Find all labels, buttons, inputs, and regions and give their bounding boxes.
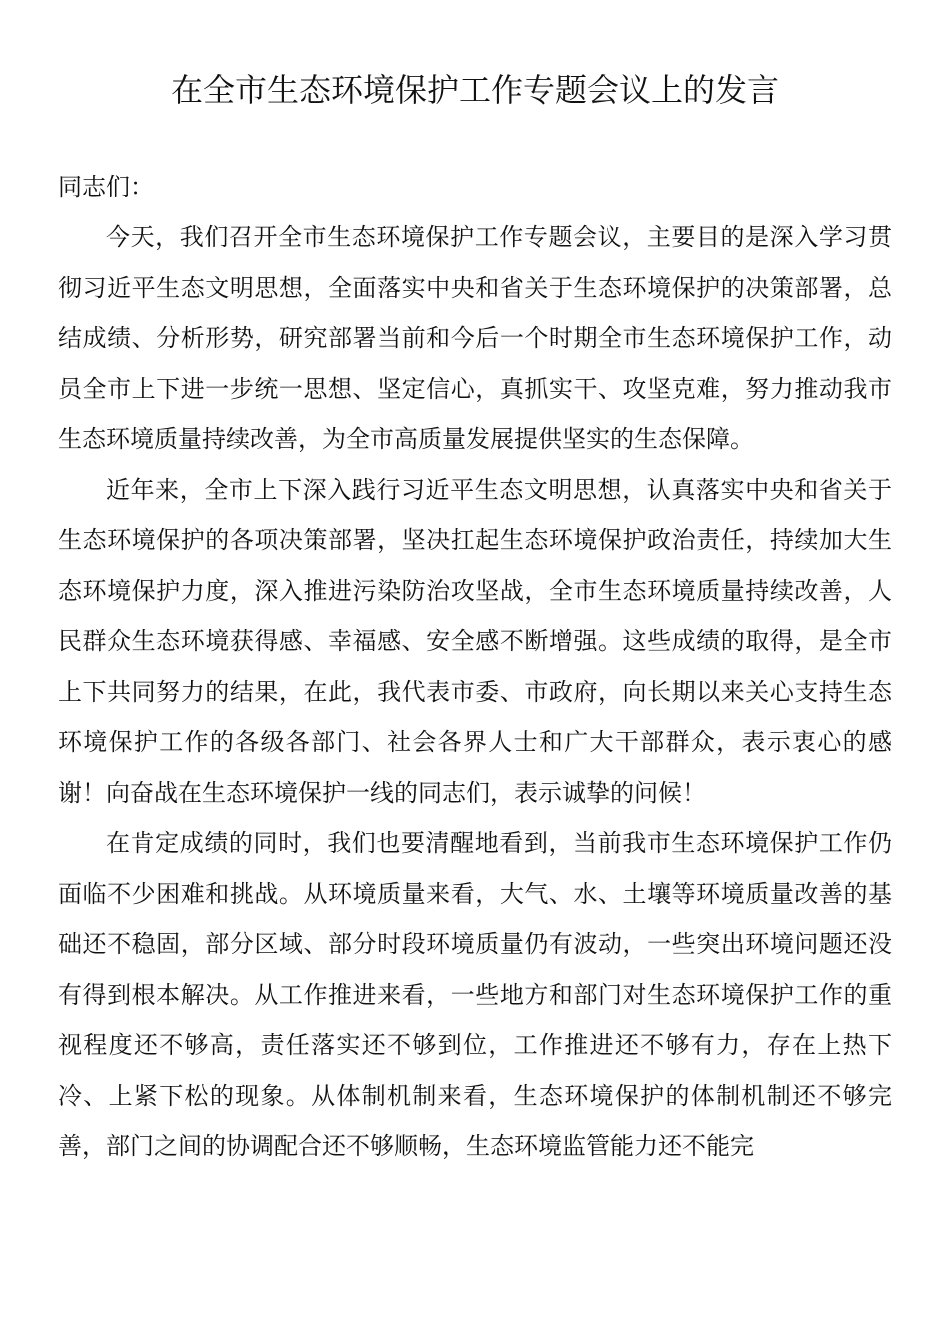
document-title: 在全市生态环境保护工作专题会议上的发言 [170, 71, 779, 109]
paragraph-opening: 今天，我们召开全市生态环境保护工作专题会议，主要目的是深入学习贯彻习近平生态文明思想，全面落实中央和省关于生态环境保护的决策部署，总结成绩、分析形势，研究部署当前和今后一个时期全市生态环境保护工作，动员全市上下进一步统一思想、坚定信心，真抓实干、攻坚克难，努力推动我市生态环境质量持续改善，为全市高质量发展提供坚实的生态保障。 [58, 223, 892, 453]
paragraph-achievements: 近年来，全市上下深入践行习近平生态文明思想，认真落实中央和省关于生态环境保护的各项决策部署，坚决扛起生态环境保护政治责任，持续加大生态环境保护力度，深入推进污染防治攻坚战，全市生态环境质量持续改善，人民群众生态环境获得感、幸福感、安全感不断增强。这些成绩的取得，是全市上下共同努力的结果，在此，我代表市委、市政府，向长期以来关心支持生态环境保护工作的各级各部门、社会各界人士和广大干部群众，表示衷心的感谢！向奋战在生态环境保护一线的同志们，表示诚挚的问候！ [58, 475, 892, 807]
salutation: 同志们： [58, 173, 154, 201]
paragraph-challenges: 在肯定成绩的同时，我们也要清醒地看到，当前我市生态环境保护工作仍面临不少困难和挑战。从环境质量来看，大气、水、土壤等环境质量改善的基础还不稳固，部分区域、部分时段环境质量仍有波动，一些突出环境问题还没有得到根本解决。从工作推进来看，一些地方和部门对生态环境保护工作的重视程度还不够高，责任落实还不够到位，工作推进还不够有力，存在上热下冷、上紧下松的现象。从体制机制来看，生态环境保护的体制机制还不够完善，部门之间的协调配合还不够顺畅，生态环境监管能力还不能完 [58, 829, 892, 1160]
